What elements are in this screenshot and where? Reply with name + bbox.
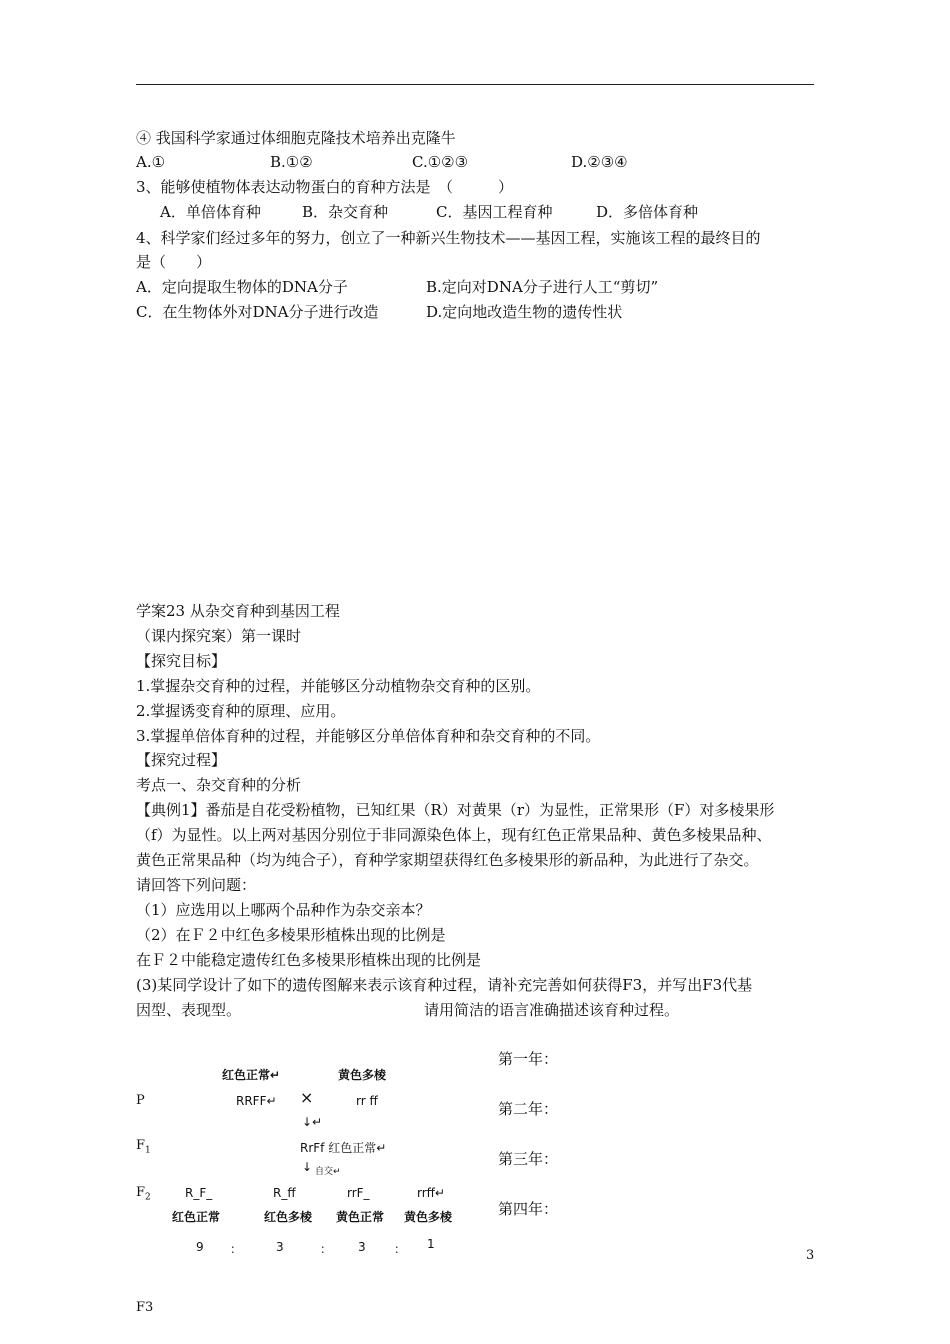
sub-question: 在Ｆ２中能稳定遗传红色多棱果形植株出现的比例是	[136, 951, 482, 969]
example-line: 请回答下列问题：	[136, 876, 257, 894]
point-heading: 考点一、杂交育种的分析	[136, 776, 302, 794]
parent1-phenotype: 红色正常↵	[222, 1068, 281, 1082]
q4-option-d: D.定向地改造生物的遗传性状	[426, 303, 623, 321]
year-label: 第三年：	[498, 1150, 559, 1168]
parent2-genotype: rr ff	[356, 1094, 378, 1108]
f2-genotype: R_F_	[185, 1186, 213, 1200]
selfing-label: 自交↵	[315, 1167, 341, 1177]
example-line: （f）为显性。以上两对基因分别位于非同源染色体上，现有红色正常果品种、黄色多棱果品种、	[136, 826, 772, 844]
goals-heading: 【探究目标】	[136, 652, 227, 670]
p-label: P	[136, 1093, 145, 1108]
arrow-down-icon: ↓↵	[302, 1115, 323, 1129]
f2-genotype: rrff↵	[417, 1186, 445, 1200]
arrow-down-icon: ↓	[302, 1160, 313, 1174]
q3-stem: 3、能够使植物体表达动物蛋白的育种方法是 （ ）	[136, 178, 514, 196]
q3-option-b: B．杂交育种	[302, 203, 389, 221]
ratio-value: 9	[196, 1240, 204, 1254]
f2-genotype: R_ff	[273, 1186, 296, 1200]
q3-option-d: D．多倍体育种	[596, 203, 699, 221]
q2-option-a: A.①	[136, 153, 166, 171]
year-label: 第一年：	[498, 1050, 559, 1068]
f2-phenotype: 红色正常	[172, 1210, 221, 1224]
case-title: 学案23 从杂交育种到基因工程	[136, 602, 340, 620]
case-subtitle: （课内探究案）第一课时	[136, 627, 302, 645]
parent1-genotype: RRFF↵	[236, 1094, 277, 1108]
ratio-separator: ：	[230, 1242, 243, 1256]
f1-genotype: RrFf 红色正常↵	[300, 1141, 387, 1155]
goal-item: 3.掌握单倍体育种的过程，并能够区分单倍体育种和杂交育种的不同。	[136, 727, 601, 745]
q3-option-a: A．单倍体育种	[160, 203, 261, 221]
sub-question: (3)某同学设计了如下的遗传图解来表示该育种过程，请补充完善如何获得F3，并写出F3代基	[136, 976, 753, 994]
f1-label: $F_1$	[136, 1138, 151, 1156]
q4-option-b: B.定向对DNA分子进行人工“剪切”	[426, 278, 659, 296]
cross-sign: ×	[300, 1088, 314, 1107]
ratio-value: 1	[427, 1237, 435, 1251]
ratio-value: 3	[358, 1240, 366, 1254]
ratio-separator: ：	[394, 1242, 407, 1256]
f2-phenotype: 黄色多棱	[404, 1210, 453, 1224]
parent2-phenotype: 黄色多棱	[338, 1068, 387, 1082]
goal-item: 1.掌握杂交育种的过程，并能够区分动植物杂交育种的区别。	[136, 677, 541, 695]
q2-option-b: B.①②	[270, 153, 313, 171]
q2-option-d: D.②③④	[571, 153, 628, 171]
sub-question-tail: 请用简洁的语言准确描述该育种过程。	[424, 1001, 680, 1019]
q2-item4: ④ 我国科学家通过体细胞克隆技术培养出克隆牛	[136, 129, 456, 147]
q3-option-c: C．基因工程育种	[436, 203, 553, 221]
q2-option-c: C.①②③	[412, 153, 469, 171]
f2-label: $F_2$	[136, 1185, 151, 1203]
q4-stem-line2: 是（ ）	[136, 253, 212, 271]
f3-label: F3	[136, 1300, 154, 1315]
example-line: 黄色正常果品种（均为纯合子），育种学家期望获得红色多棱果形的新品种，为此进行了杂交。	[136, 851, 759, 869]
sub-question: （2）在Ｆ２中红色多棱果形植株出现的比例是	[136, 926, 446, 944]
year-label: 第二年：	[498, 1100, 559, 1118]
year-label: 第四年：	[498, 1200, 559, 1218]
goal-item: 2.掌握诱变育种的原理、应用。	[136, 702, 346, 720]
f2-phenotype: 黄色正常	[336, 1210, 385, 1224]
sub-question: 因型、表现型。	[136, 1001, 242, 1019]
q4-option-a: A．定向提取生物体的DNA分子	[136, 278, 348, 296]
ratio-value: 3	[276, 1240, 284, 1254]
q4-stem-line1: 4、科学家们经过多年的努力，创立了一种新兴生物技术——基因工程，实施该工程的最终目的	[136, 229, 761, 247]
f2-genotype: rrF_	[347, 1186, 370, 1200]
q4-option-c: C．在生物体外对DNA分子进行改造	[136, 303, 379, 321]
page-number: 3	[806, 1248, 815, 1263]
f2-phenotype: 红色多棱	[264, 1210, 313, 1224]
header-rule	[136, 84, 814, 85]
sub-question: （1）应选用以上哪两个品种作为杂交亲本？	[136, 901, 431, 919]
process-heading: 【探究过程】	[136, 751, 227, 769]
example-line: 【典例1】番茄是自花受粉植物，已知红果（R）对黄果（r）为显性，正常果形（F）对多棱果形	[136, 801, 775, 819]
ratio-separator: ：	[320, 1242, 333, 1256]
